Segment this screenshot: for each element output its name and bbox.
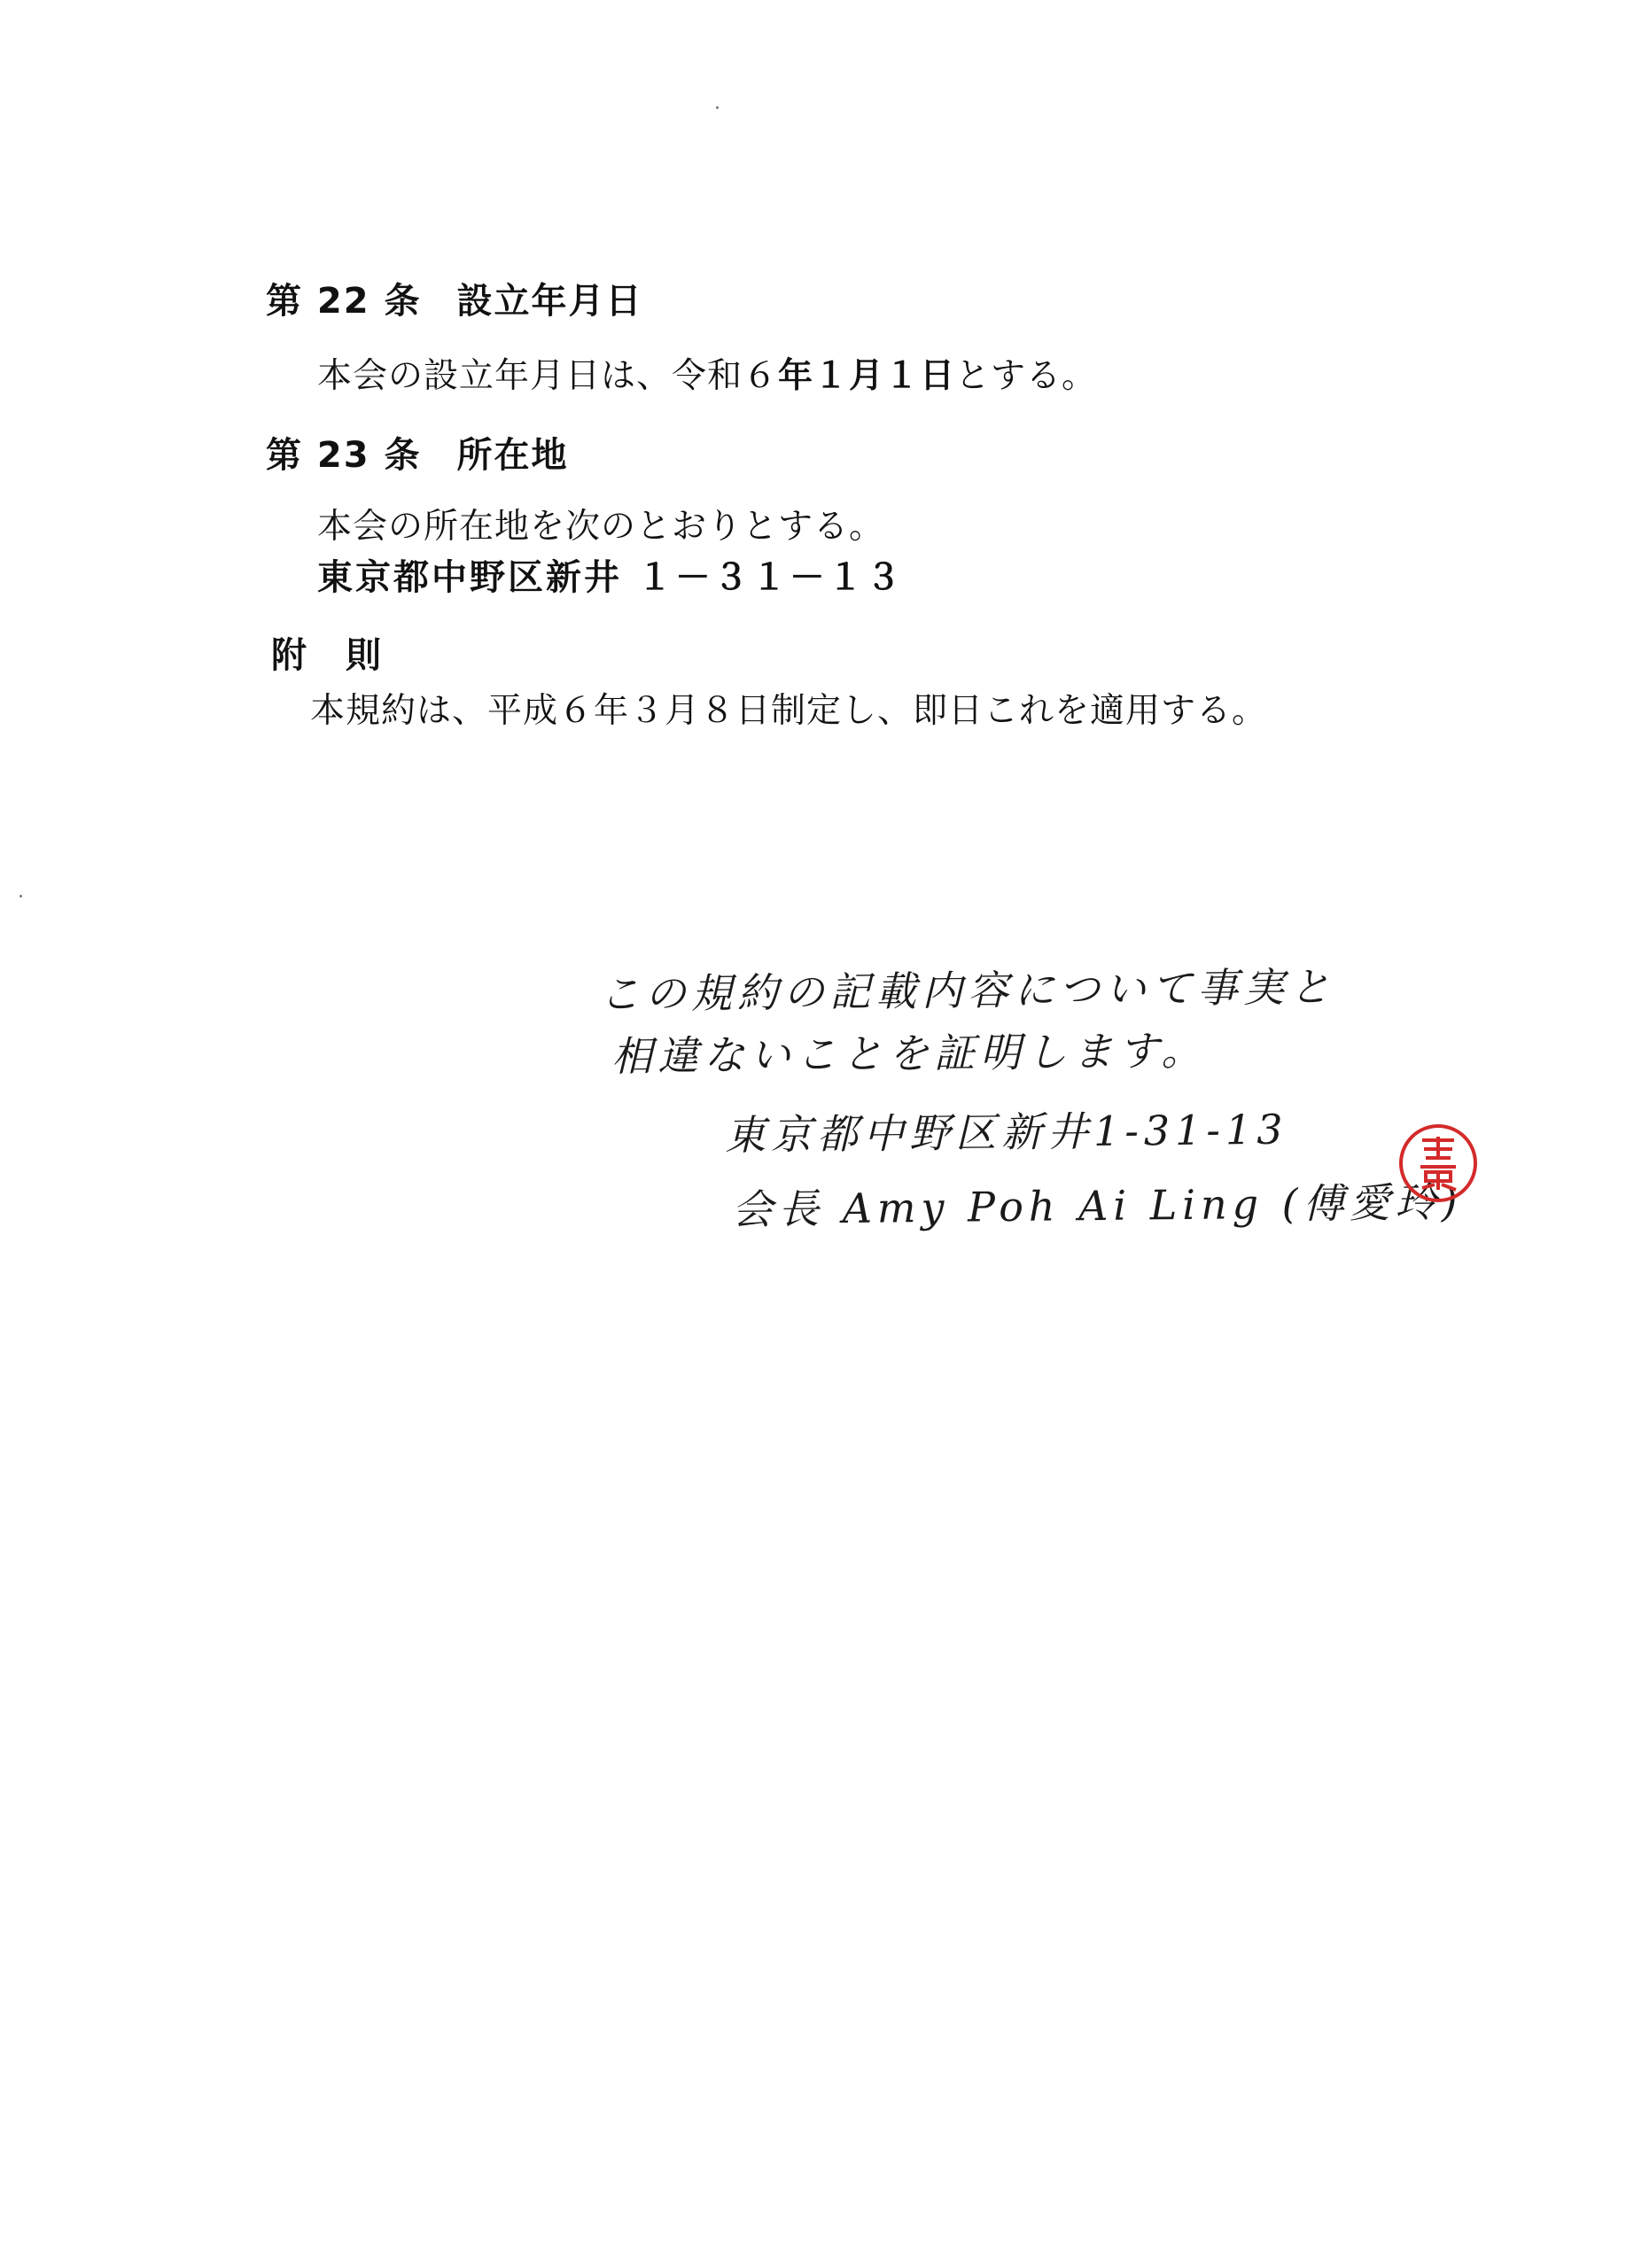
article-23-text: 本会の所在地を次のとおりとする。	[317, 507, 885, 547]
handwritten-line-2: 相違ないことを証明します。	[611, 1026, 1208, 1081]
scan-speck	[19, 895, 22, 897]
article-23-number: 第 23 条	[266, 435, 422, 476]
handwritten-signature: 会長 Amy Poh Ai Ling (傅愛玲)	[731, 1177, 1463, 1234]
article-22-heading	[266, 273, 643, 323]
article-23-title: 所在地	[456, 435, 569, 476]
red-seal-stamp	[1396, 1121, 1481, 1206]
handwritten-line-1: この規約の記載内容について事実と	[598, 962, 1336, 1019]
article-22-date: 年１月１日	[778, 356, 956, 396]
article-22-text	[317, 348, 1097, 398]
article-22-number: 第 22 条	[266, 281, 422, 322]
article-23-heading	[266, 427, 569, 478]
article-22-text-prefix: 本会の設立年月日は、令和６	[317, 356, 779, 396]
supplementary-text: 本規約は、平成６年３月８日制定し、即日これを適用する。	[310, 691, 1268, 731]
supplementary-heading: 附 則	[271, 635, 383, 676]
scan-speck	[716, 106, 719, 109]
article-22-text-suffix: とする。	[955, 356, 1098, 396]
article-23-address: 東京都中野区新井 １－３１－１３	[317, 557, 904, 598]
handwritten-address: 東京都中野区新井1-31-13	[724, 1105, 1288, 1160]
article-22-title: 設立年月日	[456, 281, 643, 322]
